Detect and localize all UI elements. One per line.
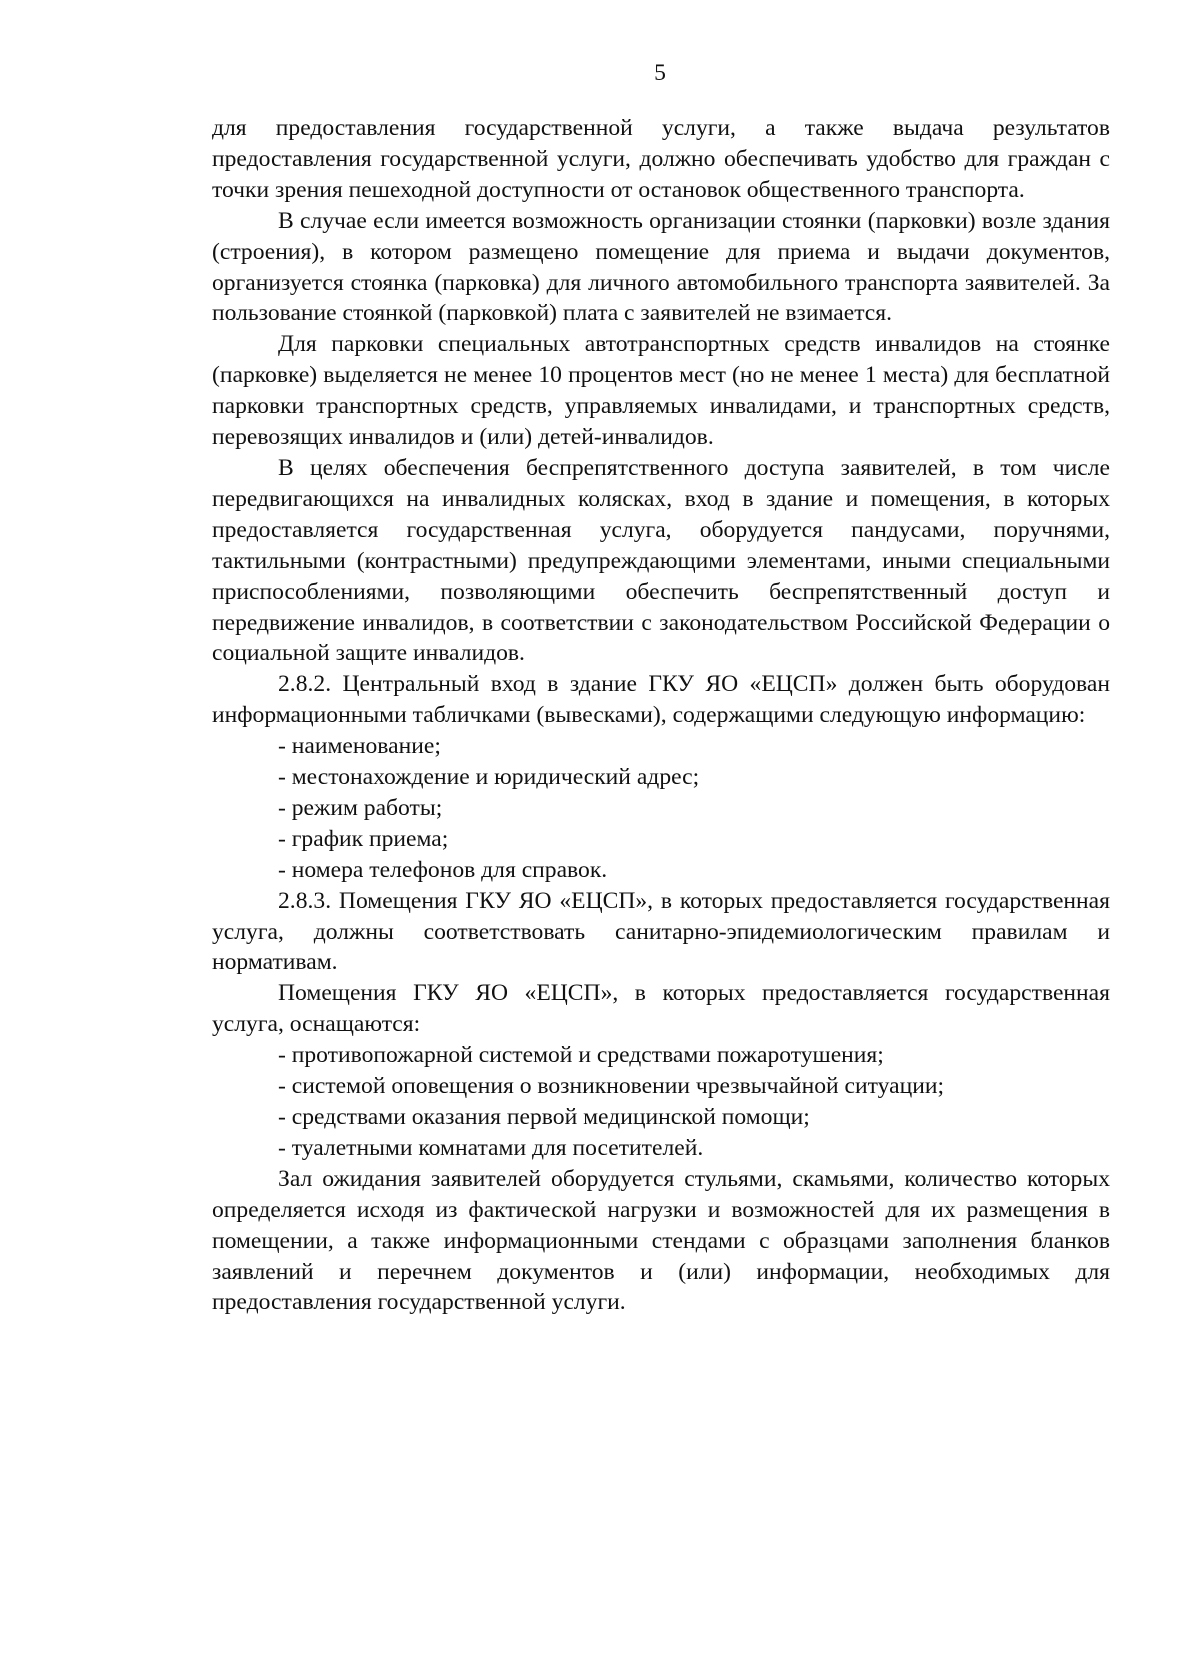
list-item: - наименование; — [278, 733, 441, 760]
list-item: - туалетными комнатами для посетителей. — [278, 1134, 704, 1161]
list-item: - местонахождение и юридический адрес; — [278, 764, 700, 791]
paragraph-waiting-hall: Зал ожидания заявителей оборудуется стульями, скамьями, количество которых определяется исходя из фактической нагрузки и возможностей для их размещения в помещении, а также информационными стендами с образцами заполнения бланков заявлений и перечнем документов и (или) информации, необходимых для предоставления государственной услуги. — [212, 1165, 1110, 1316]
paragraph-2-8-3: 2.8.3. Помещения ГКУ ЯО «ЕЦСП», в которых предоставляется государственная услуга, должны соответствовать санитарно-эпидемиологическим правилам и нормативам. — [212, 887, 1110, 976]
document-body — [212, 113, 1110, 1318]
page-number: 5 — [654, 60, 666, 86]
paragraph-barrier-free-access: В целях обеспечения беспрепятственного доступа заявителей, в том числе передвигающихся на инвалидных колясках, вход в здание и помещения, в которых предоставляется государственная услуга, оборудуется пандусами, поручнями, тактильными (контрастными) предупреждающими элементами, иными специальными приспособлениями, позволяющими обеспечить беспрепятственный доступ и передвижение инвалидов, в соответствии с законодательством Российской Федерации о социальной защите инвалидов. — [212, 454, 1110, 667]
list-item: - системой оповещения о возникновении чрезвычайной ситуации; — [278, 1073, 945, 1100]
list-item: - режим работы; — [278, 794, 443, 821]
list-item: - номера телефонов для справок. — [278, 856, 608, 883]
list-item: - противопожарной системой и средствами пожаротушения; — [278, 1042, 884, 1069]
paragraph-parking: В случае если имеется возможность организации стоянки (парковки) возле здания (строения), в котором размещено помещение для приема и выдачи документов, организуется стоянка (парковка) для личного автомобильного транспорта заявителей. За пользование стоянкой (парковкой) плата с заявителей не взимается. — [212, 207, 1110, 327]
paragraph-2-8-2: 2.8.2. Центральный вход в здание ГКУ ЯО «ЕЦСП» должен быть оборудован информационными табличками (вывесками), содержащими следующую информацию: — [212, 671, 1110, 729]
list-item: - график приема; — [278, 825, 449, 852]
paragraph-equipment-intro: Помещения ГКУ ЯО «ЕЦСП», в которых предоставляется государственная услуга, оснащаются: — [212, 980, 1110, 1038]
list-item: - средствами оказания первой медицинской помощи; — [278, 1104, 810, 1130]
paragraph-disabled-parking: Для парковки специальных автотранспортных средств инвалидов на стоянке (парковке) выделяется не менее 10 процентов мест (но не менее 1 места) для бесплатной парковки транспортных средств, управляемых инвалидами, и транспортных средств, перевозящих инвалидов и (или) детей-инвалидов. — [212, 331, 1110, 451]
paragraph-accessibility-continuation: для предоставления государственной услуги, а также выдача результатов предоставления государственной услуги, должно обеспечивать удобство для граждан с точки зрения пешеходной доступности от остановок общественного транспорта. — [212, 115, 1110, 203]
